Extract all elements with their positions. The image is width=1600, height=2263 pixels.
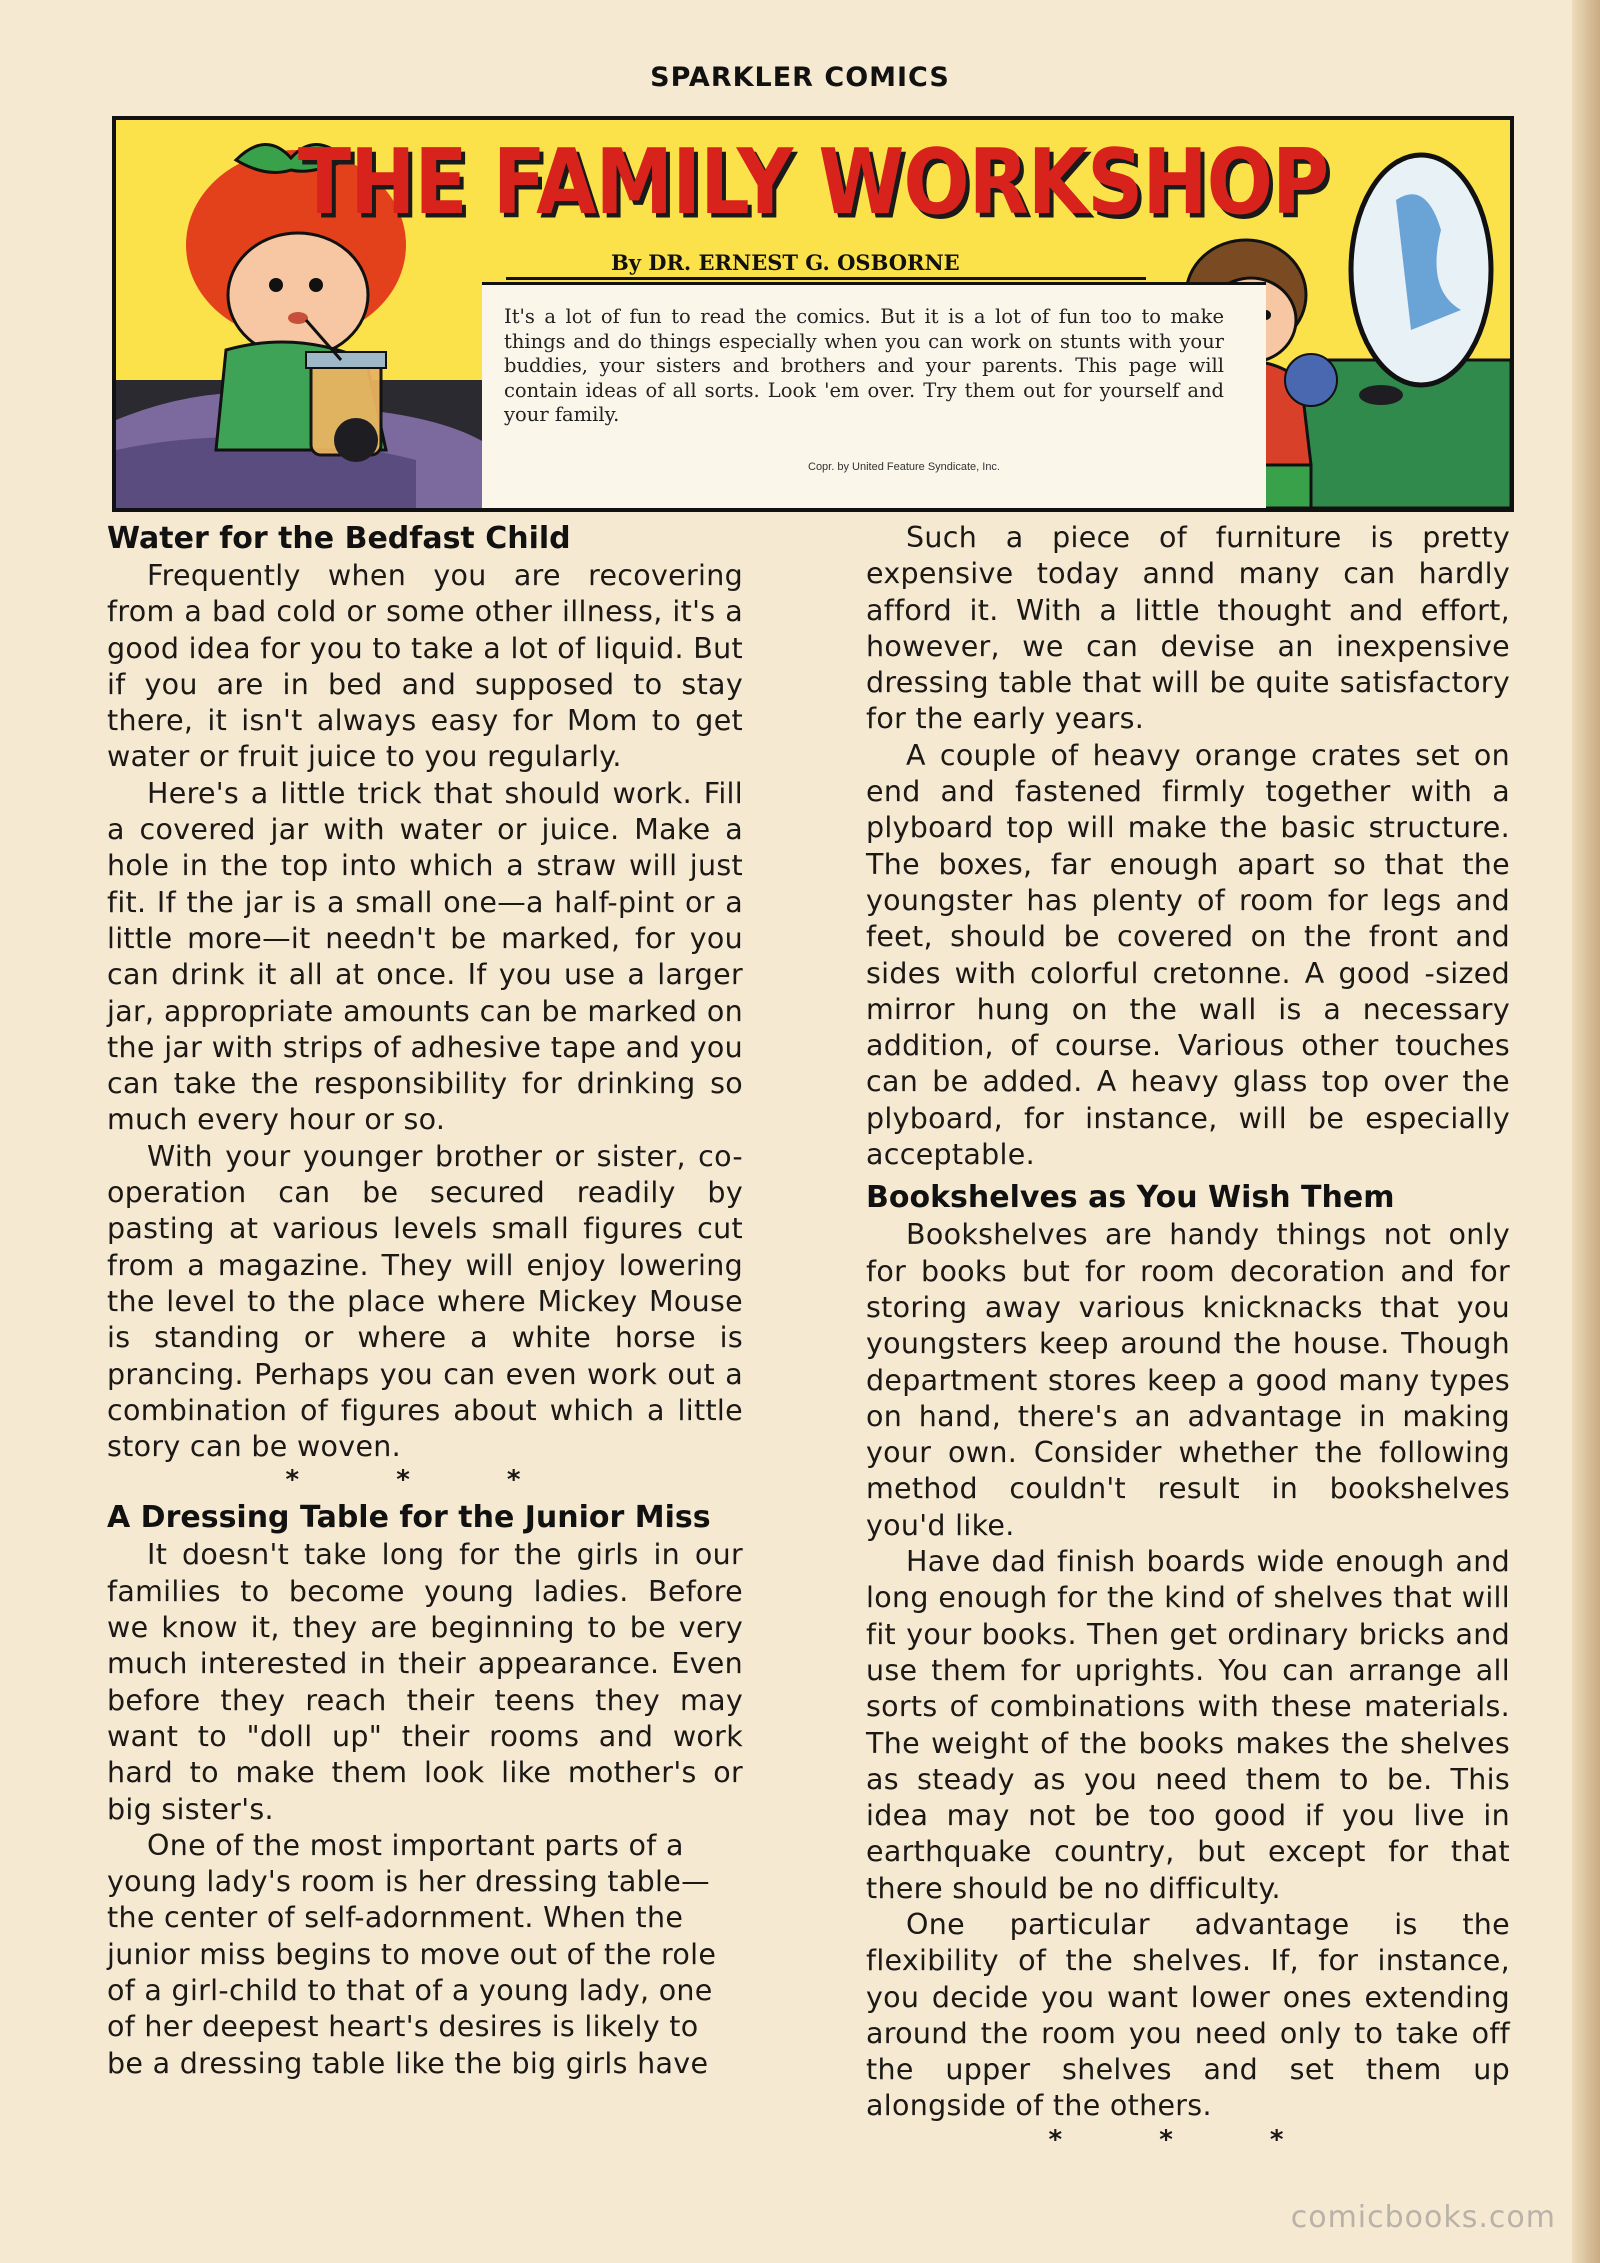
section-heading-water: Water for the Bedfast Child: [107, 521, 571, 556]
paragraph: A couple of heavy orange crates set on end and fastened firmly together with a plyboard top will make the basic structure. The boxes, far enough apart so that the youngster has plenty of room for legs and feet, should be covered on the front and sides with colorful cretonne. A good -sized mirror hung on the wall is a necessary addition, of course. Various other touches can be added. A heavy glass top over the plyboard, for instance, will be especially acceptable.: [866, 738, 1510, 1172]
paragraph: Here's a little trick that should work. Fill a covered jar with water or juice. Make a hole in the top into which a straw will just fit. If the jar is a small one—a half-pint or a little more—it needn't be marked, for you can drink it all at once. If you use a larger jar, appropriate amounts can be marked on the jar with strips of adhesive tape and you can take the responsibility for drinking so much every hour or so.: [107, 776, 743, 1137]
paragraph: Have dad finish boards wide enough and long enough for the kind of shelves that will fit your books. Then get ordinary bricks and use them for uprights. You can arrange all sorts of combinations with these materials. The weight of the books makes the shelves as steady as you need them to be. This idea may not be too good if you live in earthquake country, but except for that there should be no difficulty.: [866, 1545, 1510, 1905]
intro-text: It's a lot of fun to read the comics. But it is a lot of fun too to make things and do things especially when you can work on stunts with your buddies, your sisters and brothers and your parents. This page will contain ideas of all sorts. Look 'em over. Try them out for yourself and your family.: [504, 305, 1224, 426]
paragraph: With your younger brother or sister, co-operation can be secured readily by pasting at various levels small figures cut from a magazine. They will enjoy lowering the level to the place where Mickey Mouse is standing or where a white horse is prancing. Perhaps you can even work out a combination of figures about which a little story can be woven.: [107, 1139, 743, 1464]
feature-banner: [112, 116, 1514, 512]
section-heading-bookshelves: Bookshelves as You Wish Them: [866, 1180, 1395, 1216]
left-column: [107, 520, 743, 2082]
paragraph: Such a piece of furniture is pretty expensive today annd many can hardly afford it. With a little thought and effort, however, we can devise an inexpensive dressing table that will be quite satisfactory for the early years.: [866, 521, 1510, 736]
paragraph: One of the most important parts of a young lady's room is her dressing table—the center of self-adornment. When the junior miss begins to move out of the role of a girl-child to that of a young lady, one of her deepest heart's desires is likely to be a dressing table like the big girls have: [107, 1828, 717, 2080]
feature-title: THE FAMILY WORKSHOP: [297, 131, 1329, 235]
paragraph: Bookshelves are handy things not only for books but for room decoration and for storing away various knicknacks that you youngsters keep around the house. Though department stores keep a good many types on hand, there's an advantage in making your own. Consider whether the following method couldn't result in bookshelves you'd like.: [866, 1218, 1510, 1542]
page-edge: [1572, 0, 1600, 2263]
byline: By DR. ERNEST G. OSBORNE: [611, 250, 960, 275]
section-heading-dressing-table: A Dressing Table for the Junior Miss: [107, 1500, 711, 1536]
running-head: SPARKLER COMICS: [650, 62, 950, 93]
paragraph: Frequently when you are recovering from a bad cold or some other illness, it's a good idea for you to take a lot of liquid. But if you are in bed and supposed to stay there, it isn't always easy for Mom to get water or fruit juice to you regularly.: [107, 559, 743, 774]
paragraph: It doesn't take long for the girls in our families to become young ladies. Before we know it, they are beginning to be very much interested in their appearance. Even before they reach their teens they may want to "doll up" their rooms and work hard to make them look like mother's or big sister's.: [107, 1538, 743, 1826]
watermark: comicbooks.com: [1290, 2200, 1556, 2235]
right-column: [866, 520, 1510, 2155]
byline-rule: [506, 277, 1146, 280]
intro-box: [482, 282, 1266, 512]
section-divider: * * *: [1048, 2124, 1328, 2155]
paragraph: One particular advantage is the flexibility of the shelves. If, for instance, you decide you want lower ones extending around the room you need only to take off the upper shelves and set them up alongside of the others.: [866, 1907, 1510, 2123]
section-divider: * * *: [285, 1465, 565, 1496]
copyright-notice: Copr. by United Feature Syndicate, Inc.: [808, 461, 1000, 473]
